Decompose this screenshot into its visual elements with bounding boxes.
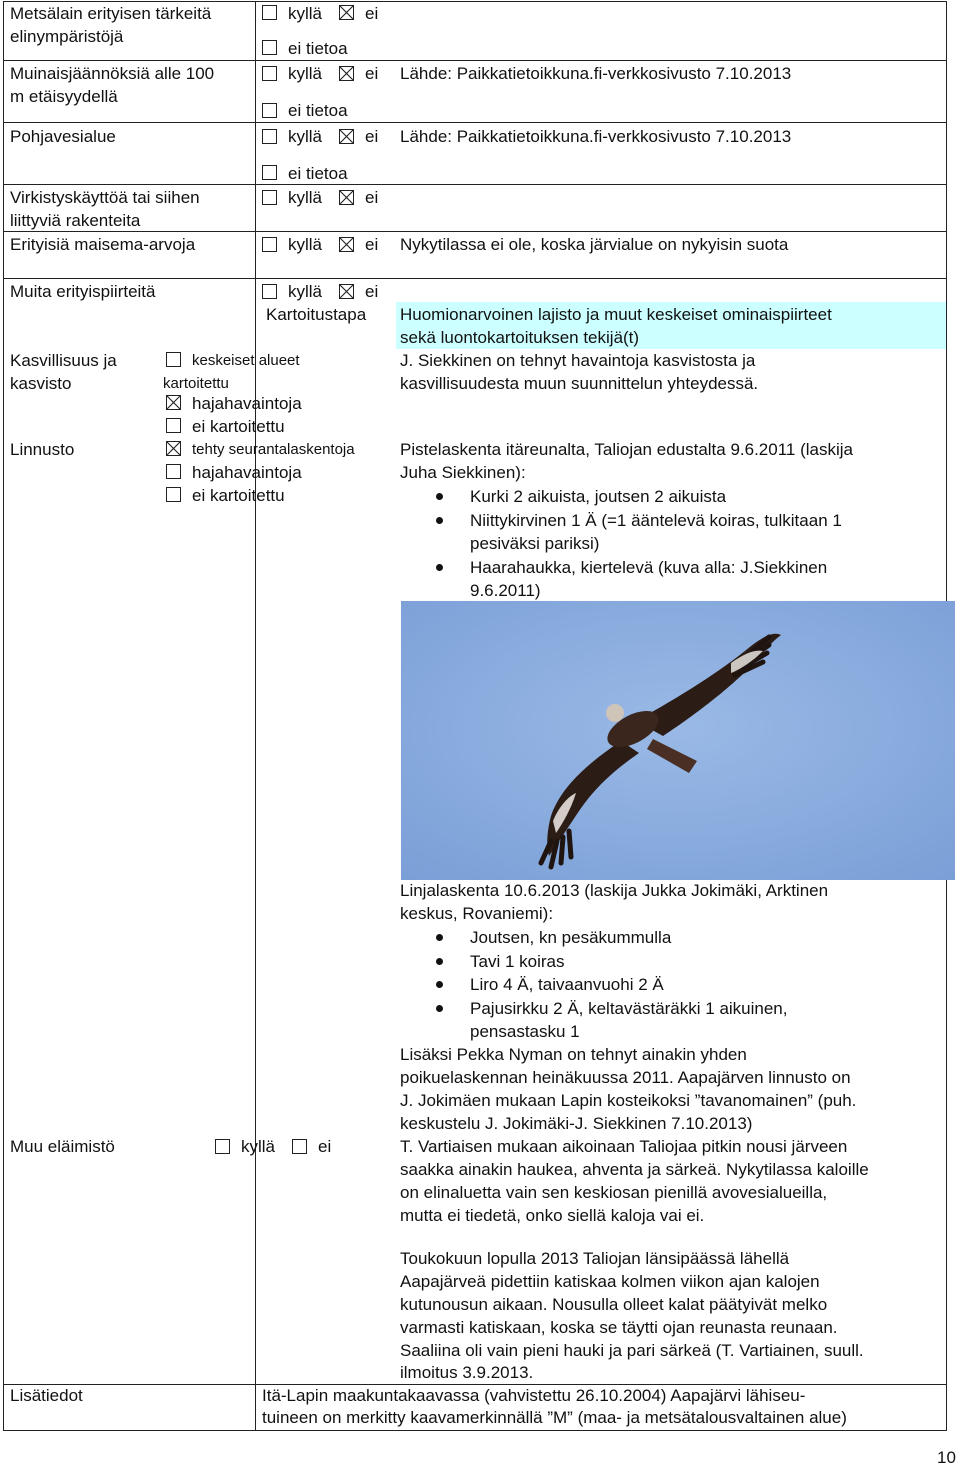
page-number: 10 bbox=[937, 1448, 956, 1467]
bullet bbox=[436, 981, 443, 988]
source-note: Lähde: Paikkatietoikkuna.fi-verkkosivusto 7.10.2013 bbox=[400, 64, 792, 83]
option-yes-label: kyllä bbox=[288, 64, 323, 83]
checkbox-seurantalaskentoja-checked[interactable] bbox=[166, 441, 181, 456]
option-no-label: ei bbox=[365, 127, 379, 146]
lisaksi-text: J. Jokimäen mukaan Lapin kosteikoksi ”tavanomainen” (puh. bbox=[400, 1091, 857, 1110]
checkbox-hajahavaintoja-checked[interactable] bbox=[166, 395, 181, 410]
option-yes-label: kyllä bbox=[288, 235, 323, 254]
row-label-kasvillisuus: Kasvillisuus ja bbox=[10, 351, 117, 370]
checkbox-yes[interactable] bbox=[262, 66, 277, 81]
checkbox-ei-kartoitettu[interactable] bbox=[166, 418, 181, 433]
list-item: Haarahaukka, kiertelevä (kuva alla: J.Siekkinen bbox=[470, 558, 828, 577]
bullet bbox=[436, 517, 443, 524]
checkbox-yes[interactable] bbox=[262, 129, 277, 144]
list-item: Kurki 2 aikuista, joutsen 2 aikuista bbox=[470, 487, 727, 506]
option-yes-label: kyllä bbox=[288, 188, 323, 207]
row-label-virkistys: Virkistyskäyttöä tai siihen bbox=[10, 188, 200, 207]
checkbox-unknown[interactable] bbox=[262, 103, 277, 118]
muu-text-2: Toukokuun lopulla 2013 Taliojan länsipäässä lähellä bbox=[400, 1249, 790, 1268]
bullet bbox=[436, 493, 443, 500]
option-keskeiset-label: keskeiset alueet bbox=[192, 352, 300, 369]
list-item: Pajusirkku 2 Ä, keltavästäräkki 1 aikuinen, bbox=[470, 999, 788, 1018]
lisaksi-text: poikuelaskennan heinäkuussa 2011. Aapajärven linnusto on bbox=[400, 1068, 851, 1087]
linjalaskenta-text-cont: keskus, Rovaniemi): bbox=[400, 904, 554, 923]
option-unknown-label: ei tietoa bbox=[288, 39, 348, 58]
kartoitustapa-header: Kartoitustapa bbox=[266, 305, 367, 324]
bullet bbox=[436, 958, 443, 965]
list-item: Niittykirvinen 1 Ä (=1 ääntelevä koiras, tulkitaan 1 bbox=[470, 511, 842, 530]
list-item-cont: 9.6.2011) bbox=[470, 581, 541, 600]
row-label-muinais: Muinaisjäännöksiä alle 100 bbox=[10, 64, 215, 83]
huomionarvoinen-header: Huomionarvoinen lajisto ja muut keskeiset ominaispiirteet bbox=[400, 305, 832, 324]
checkbox-keskeiset[interactable] bbox=[166, 352, 181, 367]
row-label-muu-elaimisto: Muu eläimistö bbox=[10, 1137, 115, 1156]
bullet bbox=[436, 564, 443, 571]
checkbox-no-checked[interactable] bbox=[339, 66, 354, 81]
row-divider bbox=[3, 278, 947, 279]
row-label-virkistys-cont: liittyviä rakenteita bbox=[10, 211, 141, 230]
option-yes-label: kyllä bbox=[241, 1137, 276, 1156]
muu-text: saakka ainakin haukea, ahventa ja särkeä. Nykytilassa kaloille bbox=[400, 1160, 869, 1179]
table-border-left bbox=[3, 1, 4, 1431]
checkbox-unknown[interactable] bbox=[262, 40, 277, 55]
muu-text-2: Saaliina oli vain pieni hauki ja pari särkeä (T. Vartiainen, suull. bbox=[400, 1341, 864, 1360]
kite-photo bbox=[401, 601, 955, 880]
row-label-lisatiedot: Lisätiedot bbox=[10, 1386, 83, 1405]
bullet bbox=[436, 934, 443, 941]
lisaksi-text: Lisäksi Pekka Nyman on tehnyt ainakin yhden bbox=[400, 1045, 747, 1064]
row-label-linnusto: Linnusto bbox=[10, 440, 75, 459]
column-divider bbox=[255, 1, 256, 1385]
option-ei-kartoitettu-label: ei kartoitettu bbox=[192, 417, 285, 436]
muu-text: T. Vartiaisen mukaan aikoinaan Taliojaa pitkin nousi järveen bbox=[400, 1137, 848, 1156]
option-ei-kartoitettu-label: ei kartoitettu bbox=[192, 486, 285, 505]
row-label-metsalaki-cont: elinympäristöjä bbox=[10, 27, 124, 46]
lisaksi-text: keskustelu J. Jokimäki-J. Siekkinen 7.10.2013) bbox=[400, 1114, 753, 1133]
list-item: Tavi 1 koiras bbox=[470, 952, 565, 971]
option-yes-label: kyllä bbox=[288, 4, 323, 23]
muu-text-2: ilmoitus 3.9.2013. bbox=[400, 1363, 534, 1382]
row-divider bbox=[3, 184, 947, 185]
list-item: Liro 4 Ä, taivaanvuohi 2 Ä bbox=[470, 975, 664, 994]
pistelaskenta-text: Pistelaskenta itäreunalta, Taliojan edustalta 9.6.2011 (laskija bbox=[400, 440, 853, 459]
option-unknown-label: ei tietoa bbox=[288, 101, 348, 120]
muu-text: mutta ei tiedetä, onko siellä kaloja vai ei. bbox=[400, 1206, 705, 1225]
checkbox-unknown[interactable] bbox=[262, 165, 277, 180]
huomionarvoinen-header-cont: sekä luontokartoituksen tekijä(t) bbox=[400, 328, 640, 347]
option-no-label: ei bbox=[365, 235, 379, 254]
muu-text-2: kutunousun aikaan. Nousulla olleet kalat päätyivät melko bbox=[400, 1295, 828, 1314]
pistelaskenta-text-cont: Juha Siekkinen): bbox=[400, 463, 526, 482]
muu-text: on elinaluetta vain sen keskiosan pienillä avovesialueilla, bbox=[400, 1183, 828, 1202]
list-item: Joutsen, kn pesäkummulla bbox=[470, 928, 672, 947]
row-label-muinais-cont: m etäisyydellä bbox=[10, 87, 118, 106]
kite-bird-image bbox=[401, 601, 955, 880]
option-unknown-label: ei tietoa bbox=[288, 164, 348, 183]
checkbox-ei-kartoitettu[interactable] bbox=[166, 487, 181, 502]
lisatiedot-text-cont: tuineen on merkitty kaavamerkinnällä ”M” (maa- ja metsätalousvaltainen alue) bbox=[262, 1408, 847, 1427]
option-yes-label: kyllä bbox=[288, 127, 323, 146]
column-divider bbox=[255, 1385, 256, 1431]
option-no-label: ei bbox=[365, 282, 379, 301]
kasvillisuus-note: J. Siekkinen on tehnyt havaintoja kasvistosta ja bbox=[400, 351, 756, 370]
option-hajahavaintoja-label: hajahavaintoja bbox=[192, 394, 302, 413]
option-yes-label: kyllä bbox=[288, 282, 323, 301]
option-no-label: ei bbox=[365, 4, 379, 23]
row-label-metsalaki: Metsälain erityisen tärkeitä bbox=[10, 4, 212, 23]
option-no-label: ei bbox=[365, 64, 379, 83]
list-item-cont: pensastasku 1 bbox=[470, 1022, 580, 1041]
source-note: Lähde: Paikkatietoikkuna.fi-verkkosivusto 7.10.2013 bbox=[400, 127, 792, 146]
checkbox-yes[interactable] bbox=[262, 190, 277, 205]
checkbox-yes[interactable] bbox=[262, 237, 277, 252]
checkbox-no-checked[interactable] bbox=[339, 129, 354, 144]
list-item-cont: pesiväksi pariksi) bbox=[470, 534, 600, 553]
row-label-kasvillisuus-cont: kasvisto bbox=[10, 374, 72, 393]
option-no-label: ei bbox=[318, 1137, 332, 1156]
bullet bbox=[436, 1005, 443, 1012]
option-seurantalaskentoja-label: tehty seurantalaskentoja bbox=[192, 441, 355, 458]
row-divider bbox=[3, 231, 947, 232]
maisema-note: Nykytilassa ei ole, koska järvialue on nykyisin suota bbox=[400, 235, 789, 254]
option-no-label: ei bbox=[365, 188, 379, 207]
table-border-bottom bbox=[3, 1430, 947, 1431]
checkbox-hajahavaintoja[interactable] bbox=[166, 464, 181, 479]
checkbox-yes[interactable] bbox=[215, 1139, 230, 1154]
checkbox-no-checked[interactable] bbox=[339, 190, 354, 205]
linjalaskenta-text: Linjalaskenta 10.6.2013 (laskija Jukka Jokimäki, Arktinen bbox=[400, 881, 829, 900]
checkbox-no-checked[interactable] bbox=[339, 284, 354, 299]
checkbox-no-checked[interactable] bbox=[339, 237, 354, 252]
checkbox-no-checked[interactable] bbox=[339, 5, 354, 20]
checkbox-yes[interactable] bbox=[262, 284, 277, 299]
row-divider bbox=[3, 122, 947, 123]
row-divider bbox=[3, 60, 947, 61]
option-hajahavaintoja-label: hajahavaintoja bbox=[192, 463, 302, 482]
row-label-maisema: Erityisiä maisema-arvoja bbox=[10, 235, 196, 254]
row-label-pohjavesi: Pohjavesialue bbox=[10, 127, 116, 146]
kasvillisuus-note-cont: kasvillisuudesta muun suunnittelun yhteydessä. bbox=[400, 374, 759, 393]
lisatiedot-text: Itä-Lapin maakuntakaavassa (vahvistettu 26.10.2004) Aapajärvi lähiseu- bbox=[262, 1386, 806, 1405]
row-label-muita: Muita erityispiirteitä bbox=[10, 282, 156, 301]
muu-text-2: Aapajärveä pidettiin katiskaa kolmen viikon ajan kalojen bbox=[400, 1272, 820, 1291]
checkbox-no[interactable] bbox=[292, 1139, 307, 1154]
option-keskeiset-label-cont: kartoitettu bbox=[163, 375, 229, 392]
muu-text-2: varmasti katiskaan, koska se täytti ojan reunasta reunaan. bbox=[400, 1318, 838, 1337]
checkbox-yes[interactable] bbox=[262, 5, 277, 20]
